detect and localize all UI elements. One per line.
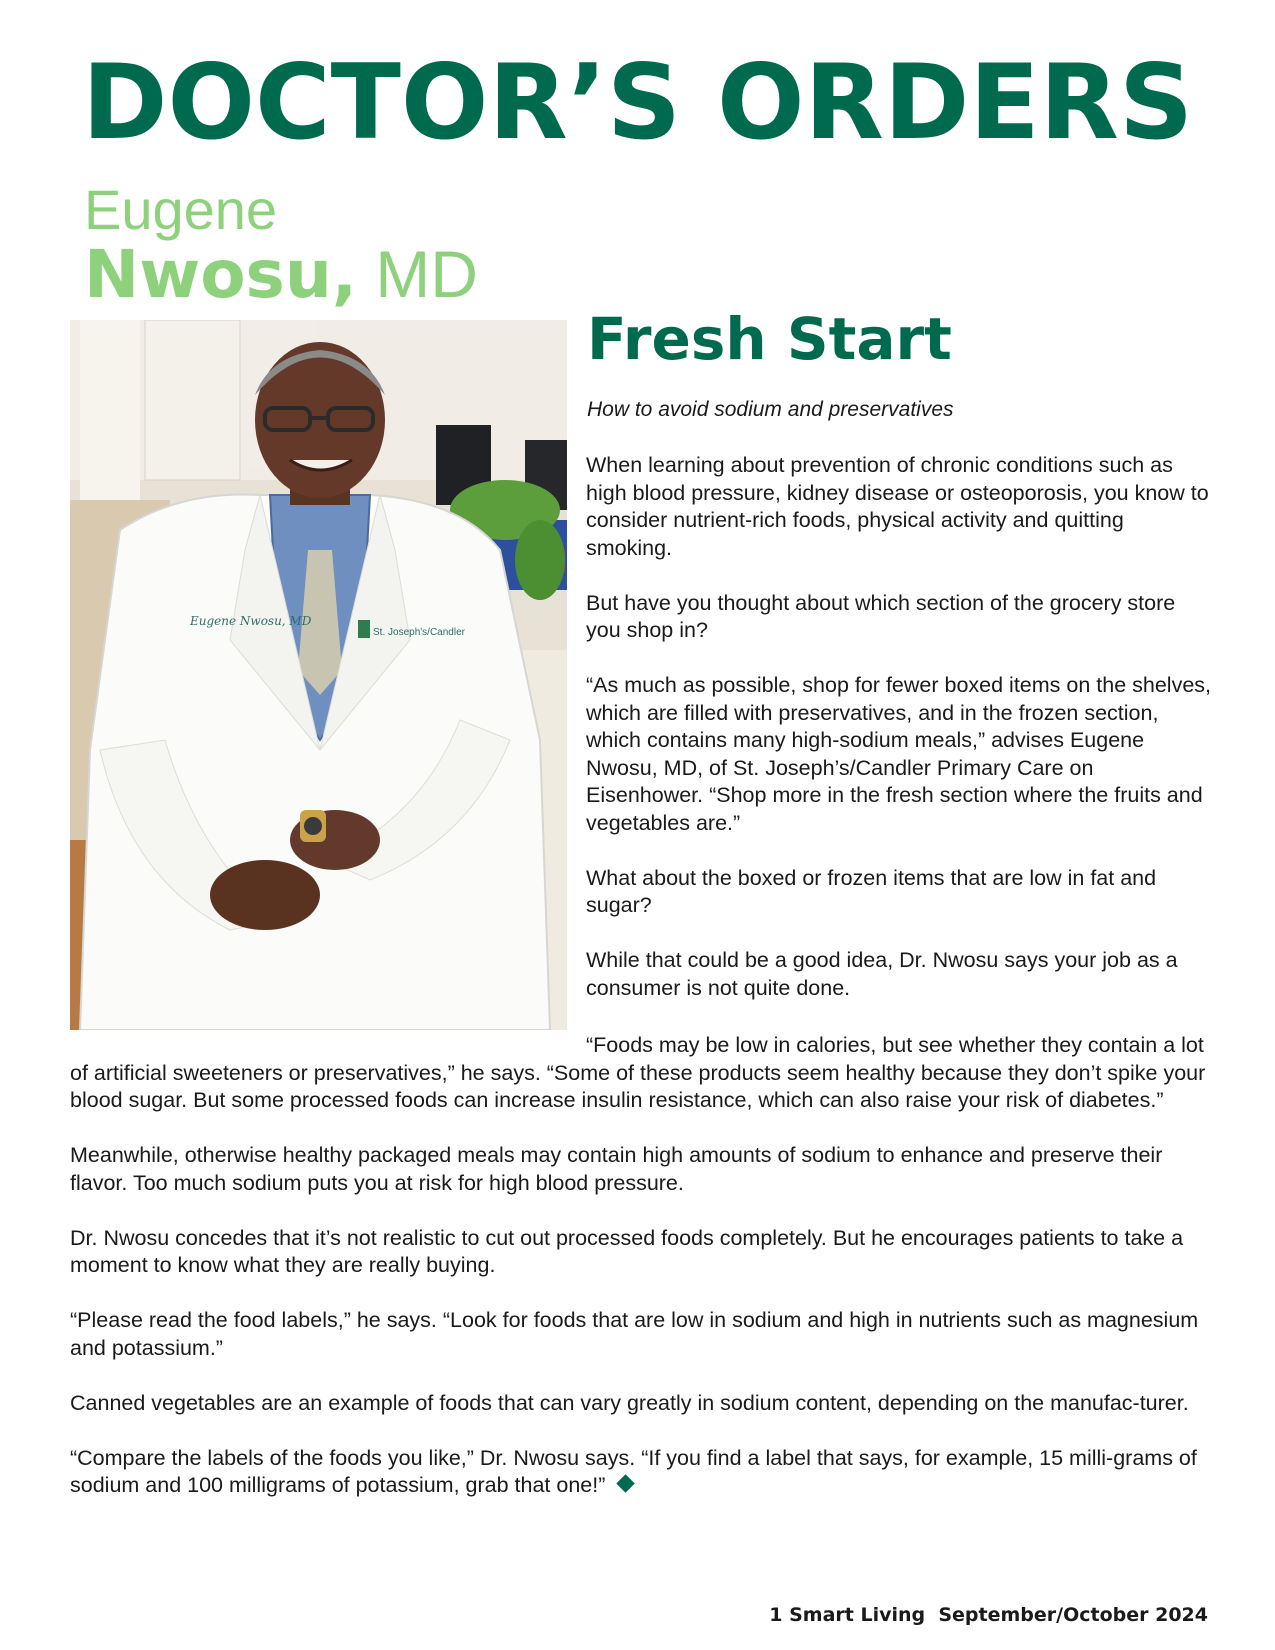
paragraph-last — [70, 1445, 1215, 1500]
article-title: Fresh Start — [587, 305, 952, 373]
doctor-first-name: Eugene — [84, 178, 278, 241]
page-title: DOCTOR’S ORDERS — [82, 43, 1194, 163]
doctor-credential: MD — [375, 237, 478, 311]
doctor-last-name: Nwosu, — [84, 236, 357, 313]
paragraph: “As much as possible, shop for fewer boxed items on the shelves, which are filled with preservatives, and in the frozen section, which contains many high-sodium meals,” advises Eugene Nwosu, MD, of St. Joseph’s/Candler Primary Care on Eisenhower. “Shop more in the fresh section where the fruits and vegetables are.” — [586, 673, 1212, 835]
doctor-name-row — [84, 236, 478, 313]
doctor-byline — [84, 178, 478, 313]
paragraph: When learning about prevention of chronic conditions such as high blood pressure, kidney disease or osteoporosis, you know to consider nutrient-rich foods, physical activity and quitting smoking. — [586, 453, 1209, 560]
coat-logo-icon — [358, 620, 370, 638]
article-column-text — [586, 452, 1211, 1030]
paragraph: While that could be a good idea, Dr. Nwosu says your job as a consumer is not quite done. — [586, 948, 1178, 1000]
paragraph: But have you thought about which section of the grocery store you shop in? — [586, 590, 1176, 642]
paragraph: What about the boxed or frozen items that are low in fat and sugar? — [586, 865, 1157, 917]
article-dek: How to avoid sodium and preservatives — [587, 398, 954, 421]
paragraph: Dr. Nwosu concedes that it’s not realistic to cut out processed foods completely. But he encourages patients to take a moment to know what they are really buying. — [70, 1225, 1184, 1277]
paragraph: Canned vegetables are an example of foods that can vary greatly in sodium content, depending on the manufac-turer. — [70, 1390, 1189, 1415]
coat-logo-text: St. Joseph's/Candler — [373, 627, 465, 638]
paragraph: “Foods may be low in calories, but see whether they contain a lot of artificial sweeteners or preservatives,” he says. “Some of these products seem healthy because they don’t spike your blood sugar. But some processed foods can increase insulin resistance, which can also raise your risk of diabetes.” — [70, 1033, 1206, 1112]
doctor-photo — [70, 320, 567, 1030]
paragraph-last-text: “Compare the labels of the foods you like,” Dr. Nwosu says. “If you find a label that says, for example, 15 milli-grams of sodium and 100 milligrams of potassium, grab that one!” — [70, 1445, 1197, 1497]
article-full-width-text — [70, 1032, 1215, 1527]
paragraph: Meanwhile, otherwise healthy packaged meals may contain high amounts of sodium to enhance and preserve their flavor. Too much sodium puts you at risk for high blood pressure. — [70, 1143, 1163, 1195]
end-diamond-icon — [617, 1474, 635, 1492]
paragraph: “Please read the food labels,” he says. “Look for foods that are low in sodium and high in nutrients such as magnesium and potassium.” — [70, 1308, 1199, 1360]
coat-name-embroidery: Eugene Nwosu, MD — [190, 614, 312, 628]
page-footer: 1 Smart Living September/October 2024 — [769, 1604, 1208, 1626]
